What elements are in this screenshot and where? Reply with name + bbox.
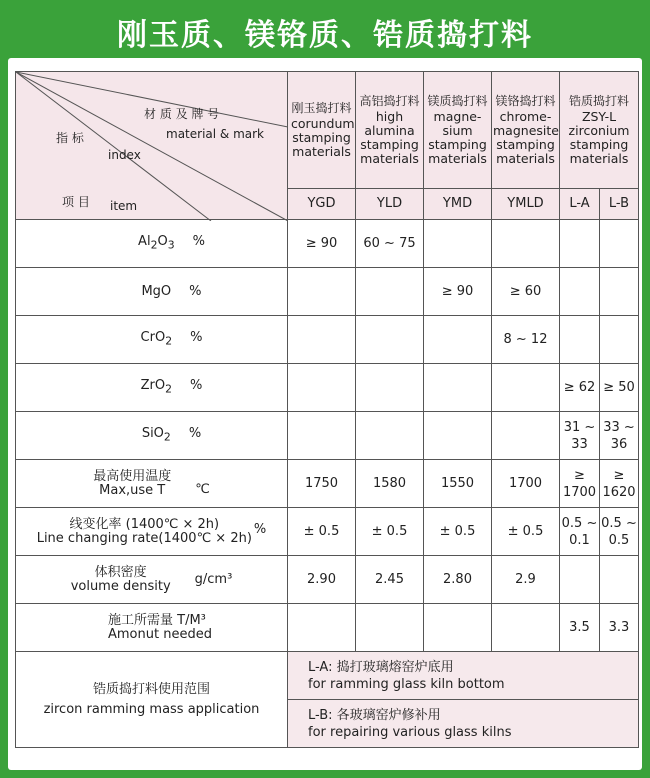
cell: 0.5 ~ 0.1: [560, 508, 600, 556]
cell: [356, 364, 424, 412]
application-la: L-A: 捣打玻璃熔窑炉底用 for ramming glass kiln bottom: [288, 652, 639, 700]
cell: 2.80: [424, 556, 492, 604]
row-label: MgO %: [16, 268, 288, 316]
cell: [560, 556, 600, 604]
cell: 2.45: [356, 556, 424, 604]
material-header: 镁质捣打料 magne-sium stamping materials: [424, 72, 492, 189]
cell: ≥ 1620: [600, 460, 639, 508]
grade-header: YMD: [424, 188, 492, 219]
cell: [356, 268, 424, 316]
cell: [600, 268, 639, 316]
cell: [424, 364, 492, 412]
row-label: SiO$_2$ %: [16, 412, 288, 460]
grade-header: YGD: [288, 188, 356, 219]
mark-cn: 材 质 及 牌 号: [144, 107, 220, 121]
cell: [492, 604, 560, 652]
cell: 60 ~ 75: [356, 220, 424, 268]
cell: [288, 364, 356, 412]
cell: ± 0.5: [424, 508, 492, 556]
table-row: [16, 268, 639, 316]
cell: [560, 316, 600, 364]
row-label: 体积密度 volume density g/cm³: [16, 556, 288, 604]
cell: 0.5 ~ 0.5: [600, 508, 639, 556]
diagonal-lines: [16, 72, 288, 221]
cell: [356, 316, 424, 364]
cell: [600, 556, 639, 604]
spec-table: [15, 71, 639, 748]
material-header: 刚玉捣打料 corundum stamping materials: [288, 72, 356, 189]
cell: ≥ 60: [492, 268, 560, 316]
row-label: $Al_2O_3$ %: [16, 220, 288, 268]
cell: ≥ 90: [424, 268, 492, 316]
table-row: [16, 604, 639, 652]
cell: [492, 364, 560, 412]
cell: ± 0.5: [492, 508, 560, 556]
cell: 8 ~ 12: [492, 316, 560, 364]
row-label: 施工所需量 T/M³ Amonut needed: [16, 604, 288, 652]
grade-header: L-A: [560, 188, 600, 219]
material-header: 高铝捣打料 high alumina stamping materials: [356, 72, 424, 189]
row-label: ZrO$_2$ %: [16, 364, 288, 412]
cell: [356, 604, 424, 652]
row-label: 最高使用温度 Max,use T ℃: [16, 460, 288, 508]
cell: [424, 316, 492, 364]
table-row: [16, 364, 639, 412]
cell: [288, 604, 356, 652]
table-row: [16, 220, 639, 268]
grade-header: YMLD: [492, 188, 560, 219]
table-row: [16, 556, 639, 604]
cell: [356, 412, 424, 460]
cell: [424, 220, 492, 268]
table-row: [16, 460, 639, 508]
table-row: [16, 652, 639, 700]
cell: 1750: [288, 460, 356, 508]
row-label: CrO$_2$ %: [16, 316, 288, 364]
cell: ≥ 50: [600, 364, 639, 412]
material-header: 锆质捣打料 ZSY-L zirconium stamping materials: [560, 72, 639, 189]
cell: 1550: [424, 460, 492, 508]
cell: 1580: [356, 460, 424, 508]
cell: ≥ 1700: [560, 460, 600, 508]
cell: [492, 220, 560, 268]
mark-en: material & mark: [166, 127, 264, 141]
cell: 3.3: [600, 604, 639, 652]
cell: [560, 268, 600, 316]
table-row: [16, 412, 639, 460]
cell: [424, 412, 492, 460]
grade-header: L-B: [600, 188, 639, 219]
cell: 31 ~ 33: [560, 412, 600, 460]
application-label: 锆质捣打料使用范围 zircon ramming mass application: [16, 652, 288, 748]
page-title: 刚玉质、镁铬质、锆质捣打料: [117, 18, 533, 53]
grade-header: YLD: [356, 188, 424, 219]
item-cn: 项 目: [62, 195, 90, 209]
cell: ≥ 90: [288, 220, 356, 268]
cell: [492, 412, 560, 460]
application-lb: L-B: 各玻璃窑炉修补用 for repairing various glass kilns: [288, 700, 639, 748]
cell: ≥ 62: [560, 364, 600, 412]
table-row: [16, 316, 639, 364]
cell: 1700: [492, 460, 560, 508]
item-en: item: [110, 199, 138, 213]
table-row: [16, 508, 639, 556]
cell: [288, 412, 356, 460]
index-cn: 指 标: [56, 131, 84, 145]
cell: 3.5: [560, 604, 600, 652]
cell: [600, 220, 639, 268]
cell: 2.90: [288, 556, 356, 604]
cell: ± 0.5: [288, 508, 356, 556]
index-en: index: [108, 148, 141, 162]
cell: 33 ~ 36: [600, 412, 639, 460]
cell: 2.9: [492, 556, 560, 604]
table-panel: [8, 58, 642, 770]
header-diagonal-cell: [16, 72, 288, 220]
cell: [288, 268, 356, 316]
row-label: 线变化率 (1400℃ × 2h) Line changing rate(1400℃ × 2h) %: [16, 508, 288, 556]
cell: ± 0.5: [356, 508, 424, 556]
material-header: 镁铬捣打料 chrome-magnesite stamping materials: [492, 72, 560, 189]
cell: [560, 220, 600, 268]
cell: [288, 316, 356, 364]
cell: [600, 316, 639, 364]
cell: [424, 604, 492, 652]
